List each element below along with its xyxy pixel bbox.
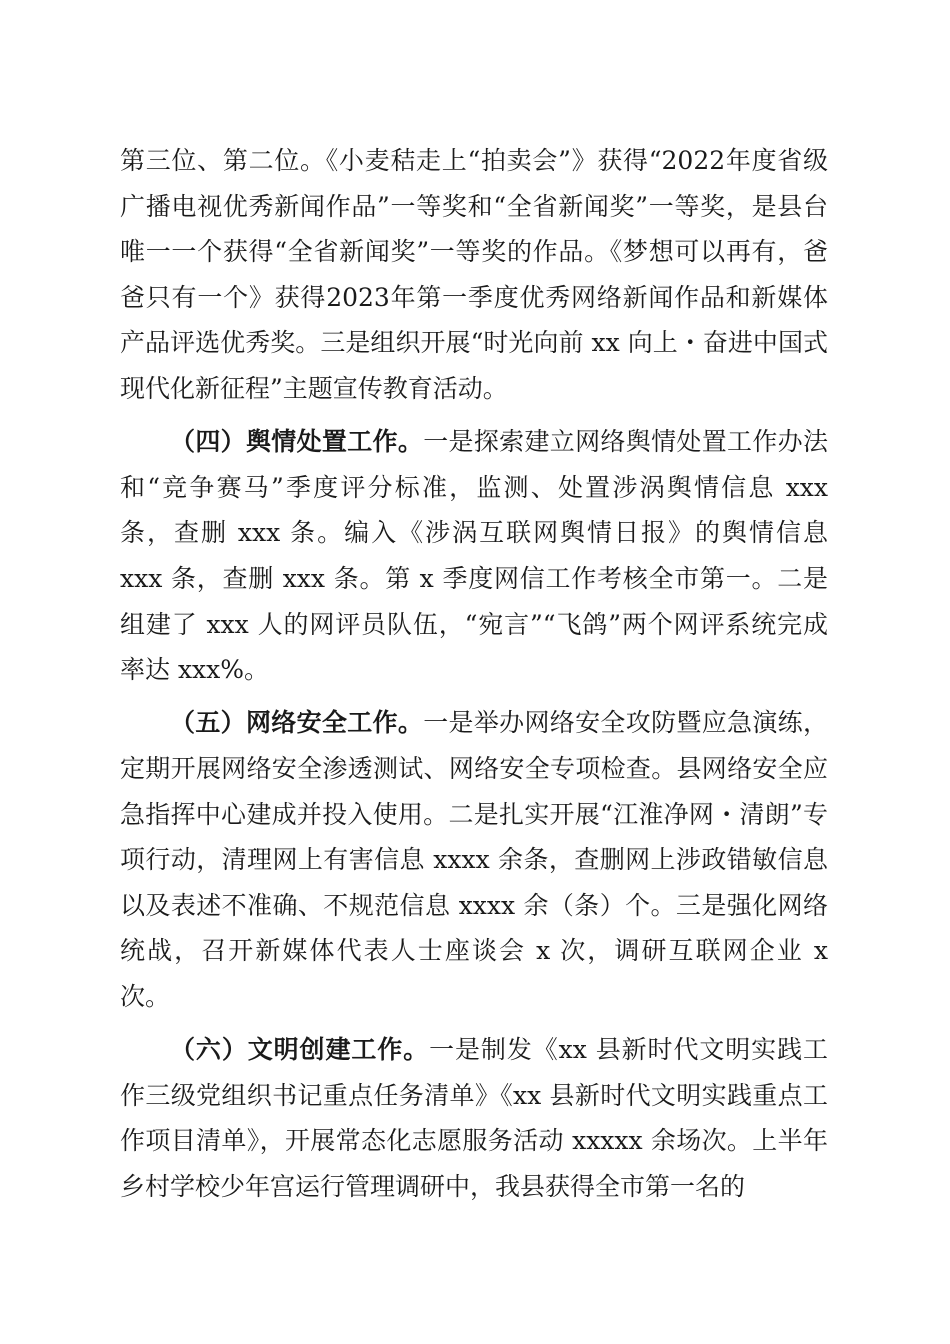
section-heading: （六）文明创建工作。 [170, 1035, 430, 1065]
section-heading: （五）网络安全工作。 [170, 708, 424, 738]
paragraph-civilization [120, 1027, 828, 1209]
paragraph-public-opinion [120, 419, 828, 693]
section-heading: （四）舆情处置工作。 [170, 427, 424, 457]
document-body [120, 138, 828, 1217]
paragraph-network-security [120, 700, 828, 1019]
paragraph-text: 第三位、第二位。《小麦秸走上“拍卖会”》获得“2022年度省级广播电视优秀新闻作品”一等奖和“全省新闻奖”一等奖，是县台唯一一个获得“全省新闻奖”一等奖的作品。《梦想可以再有，爸爸只有一个》获得2023年第一季度优秀网络新闻作品和新媒体产品评选优秀奖。三是组织开展“时光向前 xx 向上・奋进中国式现代化新征程”主题宣传教育活动。 [120, 146, 828, 403]
paragraph-awards [120, 138, 828, 412]
paragraph-text: 一是制发《xx 县新时代文明实践工作三级党组织书记重点任务清单》《xx 县新时代文明实践重点工作项目清单》，开展常态化志愿服务活动 xxxxx 余场次。上半年乡村学校少年宫运行管理调研中，我县获得全市第一名的 [120, 1035, 828, 1201]
paragraph-text: 一是举办网络安全攻防暨应急演练，定期开展网络安全渗透测试、网络安全专项检查。县网络安全应急指挥中心建成并投入使用。二是扎实开展“江淮净网・清朗”专项行动，清理网上有害信息 xxxx 余条，查删网上涉政错敏信息以及表述不准确、不规范信息 xxxx 余（条）个。三是强化网络统战，召开新媒体代表人士座谈会 x 次，调研互联网企业 x 次。 [120, 708, 828, 1011]
paragraph-text: 一是探索建立网络舆情处置工作办法和“竞争赛马”季度评分标准，监测、处置涉涡舆情信息 xxx 条，查删 xxx 条。编入《涉涡互联网舆情日报》的舆情信息 xxx 条，查删 xxx 条。第 x 季度网信工作考核全市第一。二是组建了 xxx 人的网评员队伍，“宛言”“飞鸽”两个网评系统完成率达 xxx%。 [120, 427, 828, 685]
